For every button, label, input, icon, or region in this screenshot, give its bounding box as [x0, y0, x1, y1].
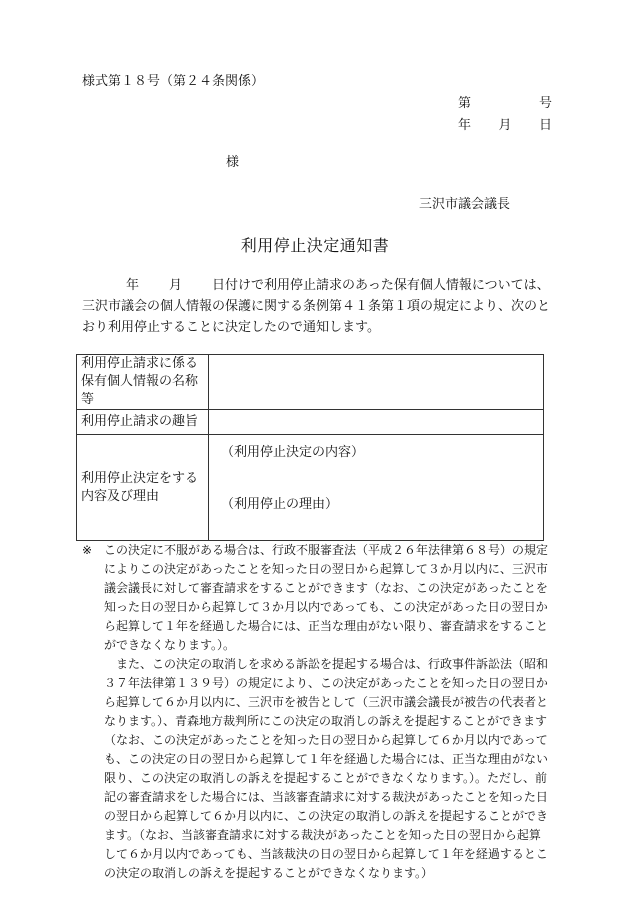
table-row — [77, 355, 544, 410]
request-purpose-value — [209, 410, 544, 435]
intro-text: 日付けで利用停止請求のあった保有個人情報については、三沢市議会の個人情報の保護に関する条例第４１条第１項の規定により、次のとおり利用停止することに決定したので通知します。 — [82, 278, 551, 335]
document-number — [458, 92, 552, 114]
date-day: 日 — [538, 118, 552, 133]
date-line — [458, 114, 552, 136]
note-appeal — [82, 541, 552, 655]
doc-number-prefix: 第 — [458, 96, 472, 111]
notes-section — [82, 541, 552, 883]
info-table — [76, 354, 544, 541]
intro-year: 年 — [126, 278, 140, 293]
date-year: 年 — [458, 118, 472, 133]
note-lawsuit-text: また、この決定の取消しを求める訴訟を提起する場合は、行政事件訴訟法（昭和３７年法律第１３９号）の規定により、この決定があったことを知った日の翌日から起算して６か月以内に、三沢市を被告として（三沢市議会議長が被告の代表者となります。）、青森地方裁判所にこの決定の取消しの訴えを提起することができます（なお、この決定があったことを知った日の翌日から起算して６か月以内であっても、この決定の日の翌日から起算して１年を経過した場合には、正当な理由がない限り、この決定の取消しの訴えを提起することができなくなります。）。ただし、前記の審査請求をした場合には、当該審査請求に対する裁決があったことを知った日の翌日から起算して６か月以内に、この決定の取消しの訴えを提起することができます。（なお、当該審査請求に対する裁決があったことを知った日の翌日から起算して６か月以内であっても、当該裁決の日の翌日から起算して１年を経過するとこの決定の取消しの訴えを提起することができなくなります。） — [104, 657, 549, 880]
decision-label: 利用停止決定をする内容及び理由 — [77, 435, 209, 541]
date-month: 月 — [498, 118, 512, 133]
table-row — [77, 410, 544, 435]
request-purpose-label: 利用停止請求の趣旨 — [77, 410, 209, 435]
decision-content-label: （利用停止決定の内容） — [221, 445, 365, 460]
decision-reason-label: （利用停止の理由） — [221, 497, 339, 512]
note-appeal-text: この決定に不服がある場合は、行政不服審査法（平成２６年法律第６８号）の規定によりこの決定があったことを知った日の翌日から起算して３か月以内に、三沢市議会議長に対して審査請求をすることができます（なお、この決定があったことを知った日の翌日から起算して３か月以内であっても、この決定があった日の翌日から起算して１年を経過した場合には、正当な理由がない限り、審査請求をすることができなくなります。）。 — [104, 543, 549, 652]
note-mark: ※ — [82, 543, 93, 557]
info-name-label: 利用停止請求に係る保有個人情報の名称等 — [77, 355, 209, 410]
sender: 三沢市議会議長 — [418, 197, 510, 212]
info-name-value — [209, 355, 544, 410]
intro-month: 月 — [169, 278, 183, 293]
intro-paragraph — [82, 275, 554, 338]
table-row — [77, 435, 544, 541]
doc-number-suffix: 号 — [538, 96, 552, 111]
form-number: 様式第１８号（第２４条関係） — [82, 74, 265, 89]
decision-value — [209, 435, 544, 541]
addressee: 様 — [226, 155, 240, 170]
document-number-block — [458, 92, 552, 136]
document-title: 利用停止決定通知書 — [240, 236, 390, 255]
